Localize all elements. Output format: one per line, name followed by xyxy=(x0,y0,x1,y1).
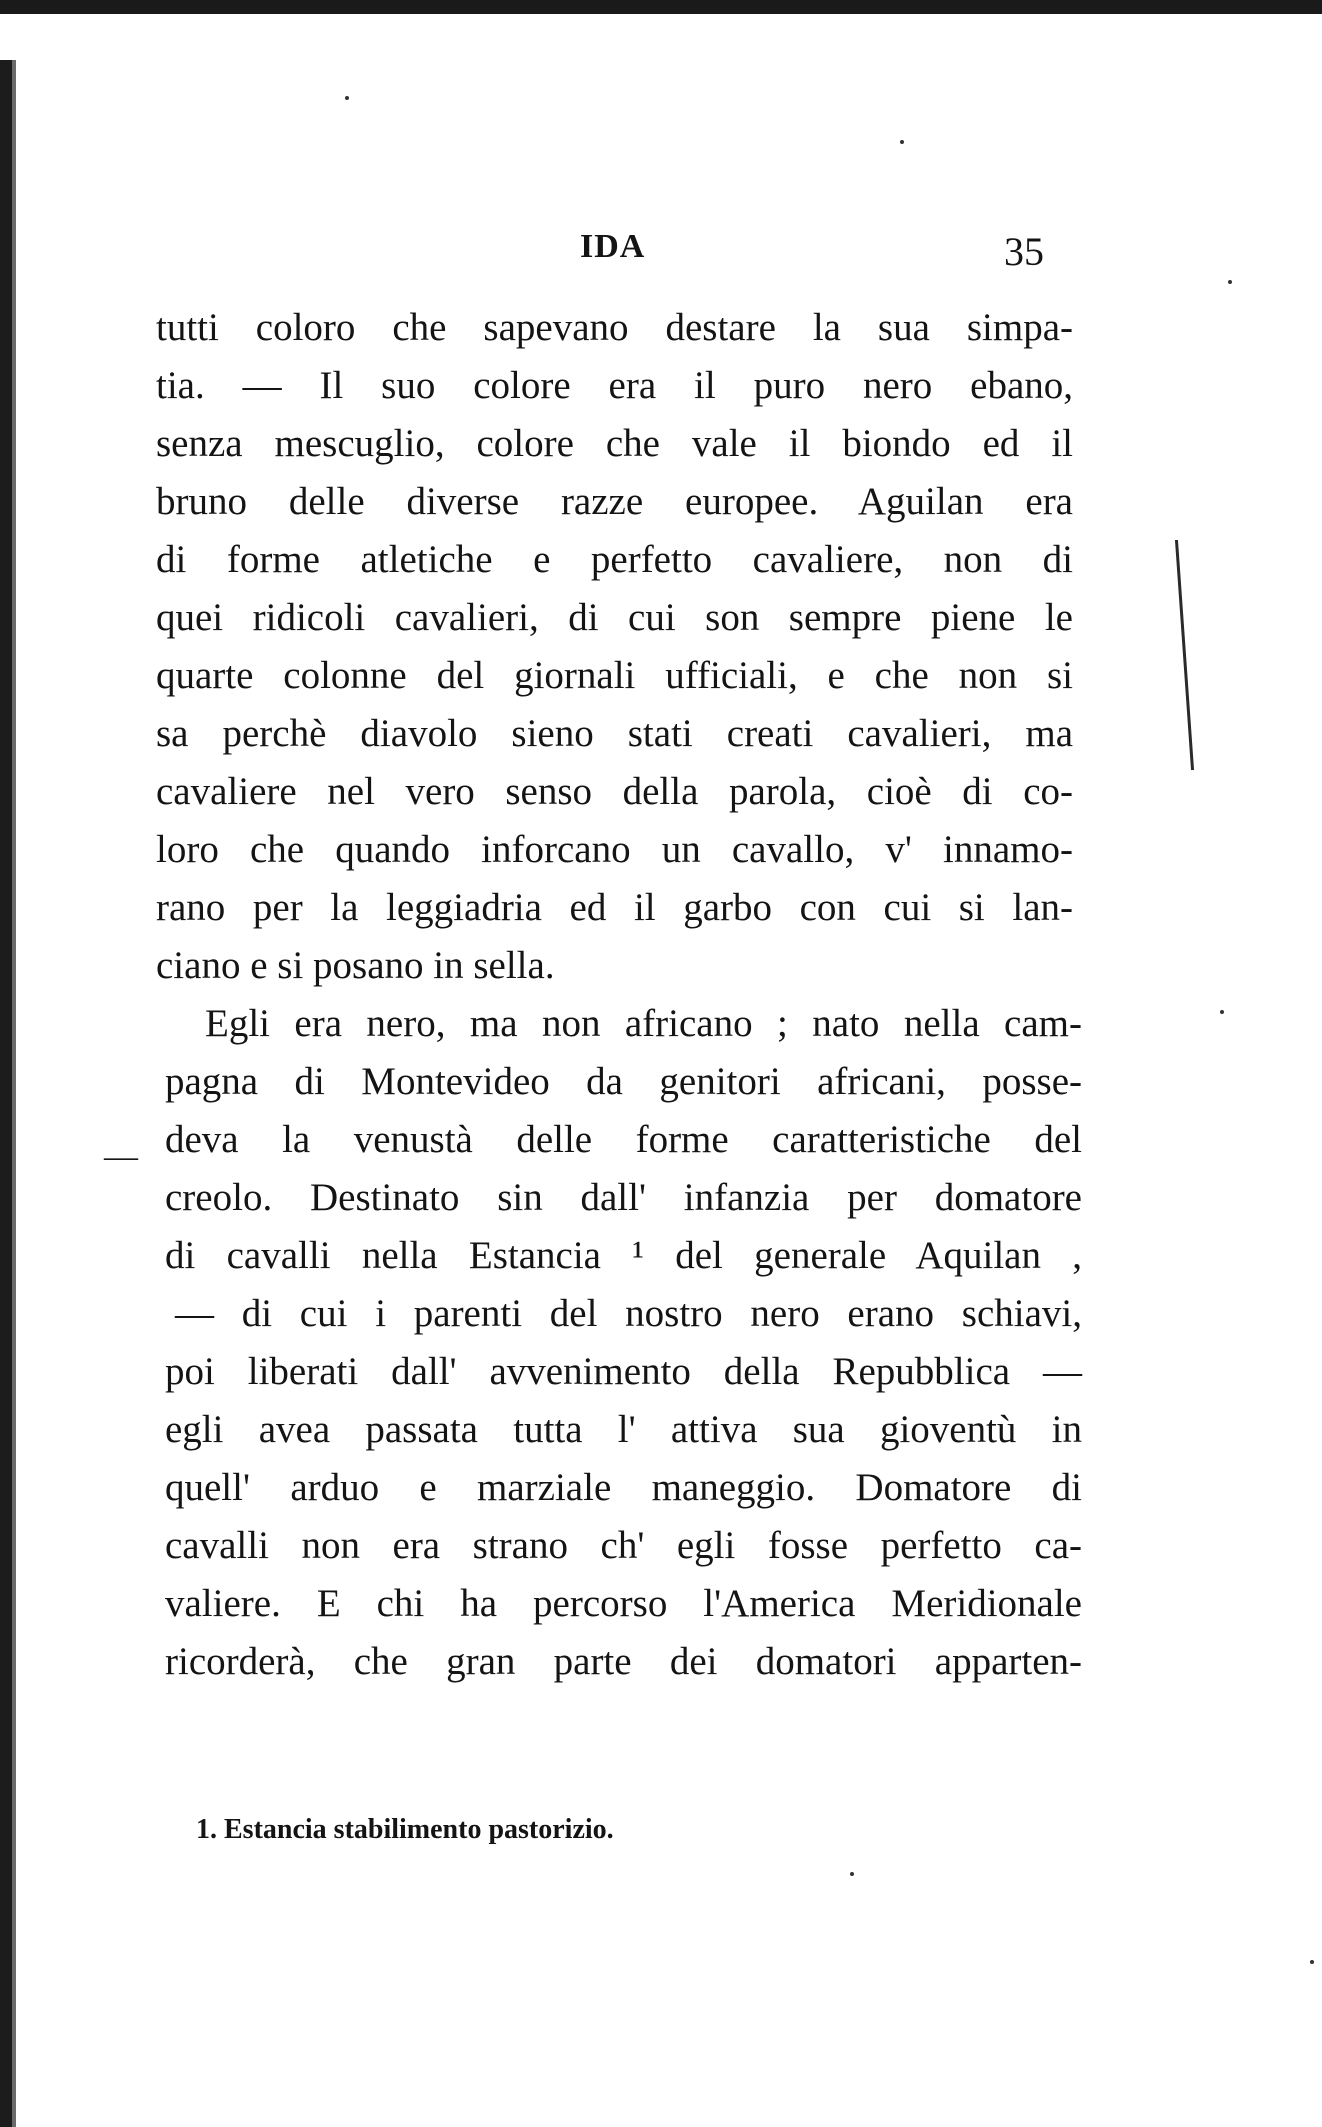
text-line: Egli era nero, ma non africano ; nato nella cam- xyxy=(205,1002,1082,1045)
scan-border-left-shadow xyxy=(12,60,16,2127)
page-number: 35 xyxy=(1004,229,1044,274)
text-line: ciano e si posano in sella. xyxy=(156,944,555,987)
text-line: poi liberati dall' avvenimento della Repubblica — xyxy=(165,1350,1082,1393)
text-line: pagna di Montevideo da genitori africani, posse- xyxy=(165,1060,1082,1103)
text-line: valiere. E chi ha percorso l'America Meridionale xyxy=(165,1582,1082,1625)
text-line: creolo. Destinato sin dall' infanzia per domatore xyxy=(165,1176,1082,1219)
text-line: loro che quando inforcano un cavallo, v' innamo- xyxy=(156,828,1073,871)
scan-speck xyxy=(1220,1010,1224,1014)
text-line: — di cui i parenti del nostro nero erano schiavi, xyxy=(175,1292,1082,1335)
text-line: di cavalli nella Estancia ¹ del generale Aquilan , xyxy=(165,1234,1082,1277)
scan-speck xyxy=(850,1872,854,1876)
text-line: rano per la leggiadria ed il garbo con cui si lan- xyxy=(156,886,1073,929)
text-line: quell' arduo e marziale maneggio. Domatore di xyxy=(165,1466,1082,1509)
text-line: senza mescuglio, colore che vale il biondo ed il xyxy=(156,422,1073,465)
margin-pencil-mark xyxy=(1175,540,1194,770)
text-line: egli avea passata tutta l' attiva sua gioventù in xyxy=(165,1408,1082,1451)
text-line: tia. — Il suo colore era il puro nero ebano, xyxy=(156,364,1073,407)
text-line: quei ridicoli cavalieri, di cui son sempre piene le xyxy=(156,596,1073,639)
running-title: IDA xyxy=(580,228,646,265)
footnote: 1. Estancia stabilimento pastorizio. xyxy=(196,1814,614,1845)
scan-speck xyxy=(900,140,904,144)
text-line: bruno delle diverse razze europee. Aguilan era xyxy=(156,480,1073,523)
text-line: tutti coloro che sapevano destare la sua simpa- xyxy=(156,306,1073,349)
margin-dash-mark: — xyxy=(104,1138,138,1175)
text-line: ricorderà, che gran parte dei domatori apparten- xyxy=(165,1640,1082,1683)
text-line: deva la venustà delle forme caratteristiche del xyxy=(165,1118,1082,1161)
scan-border-top xyxy=(0,0,1322,14)
scan-speck xyxy=(345,96,349,100)
text-line: quarte colonne del giornali ufficiali, e che non si xyxy=(156,654,1073,697)
text-line: cavaliere nel vero senso della parola, cioè di co- xyxy=(156,770,1073,813)
text-line: cavalli non era strano ch' egli fosse perfetto ca- xyxy=(165,1524,1082,1567)
scan-speck xyxy=(1310,1960,1314,1964)
text-line: di forme atletiche e perfetto cavaliere, non di xyxy=(156,538,1073,581)
scan-border-left xyxy=(0,60,12,2127)
text-line: sa perchè diavolo sieno stati creati cavalieri, ma xyxy=(156,712,1073,755)
scan-speck xyxy=(1228,280,1232,284)
